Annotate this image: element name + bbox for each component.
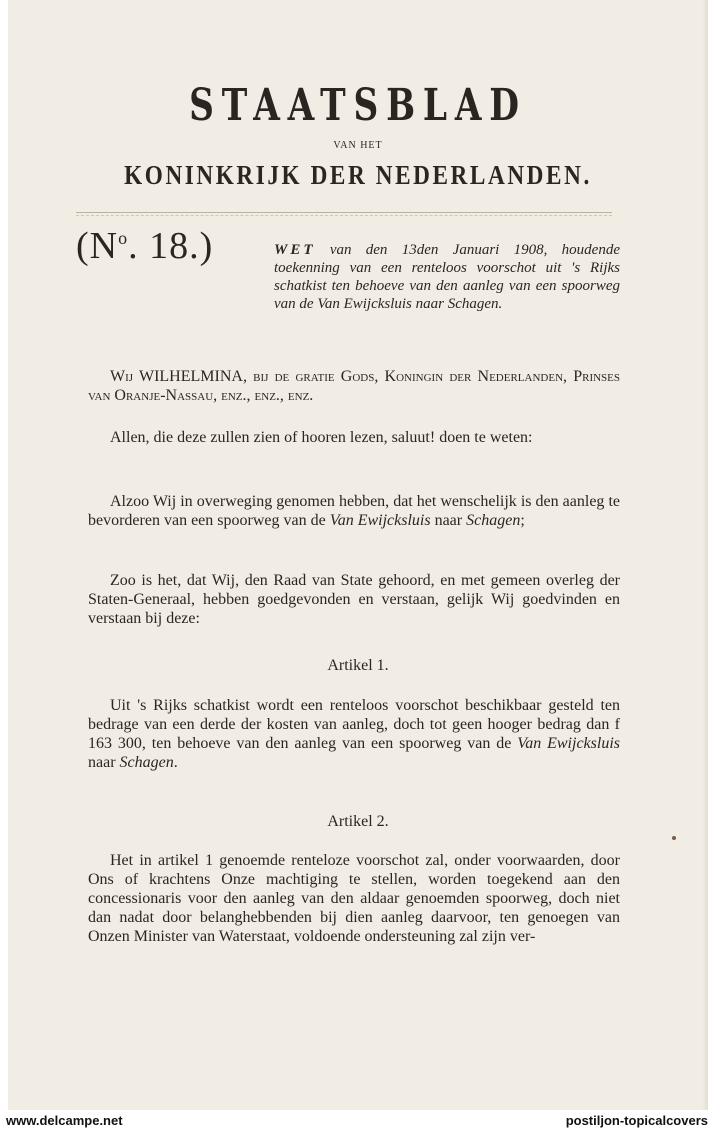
wet-label: WET bbox=[274, 242, 316, 258]
artikel1-heading: Artikel 1. bbox=[327, 657, 389, 674]
paragraph-zoo: Zoo is het, dat Wij, den Raad van State gehoord, en met gemeen overleg der Staten-Generaal, hebben goedgevonden en verstaan, gelijk Wij goedvinden en verstaan bij deze: bbox=[88, 572, 620, 627]
footer-right-url: postiljon-topicalcovers bbox=[565, 1113, 708, 1128]
header-rule bbox=[76, 212, 612, 213]
law-title bbox=[274, 241, 620, 313]
masthead-title: STAATSBLAD bbox=[189, 80, 527, 131]
paragraph-allen: Allen, die deze zullen zien of hooren lezen, saluut! doen te weten: bbox=[110, 429, 533, 446]
masthead-van-het: VAN HET bbox=[333, 140, 383, 151]
artikel1-text: Uit 's Rijks schatkist wordt een renteloos voorschot beschikbaar gesteld ten bedrage van een derde der kosten van aanleg, doch tot geen hooger bedrag dan f 163 300, ten behoeve van den aanleg van een spoorweg van de Van Ewijcksluis naar Schagen. bbox=[88, 697, 620, 771]
header-rule-dashed bbox=[76, 215, 612, 216]
artikel2-heading: Artikel 2. bbox=[327, 813, 389, 830]
law-number: ($N^o$. 18.) bbox=[76, 225, 214, 267]
preamble: Wij WILHELMINA, bij de gratie Gods, Koningin der Nederlanden, Prinses van Oranje-Nassau, enz., enz., enz. bbox=[88, 368, 621, 404]
law-title-text: van den 13den Januari 1908, houdende toekenning van een renteloos voorschot uit 's Rijks schatkist ten behoeve van den aanleg van een spoorweg van de Van Ewijcksluis naar Schagen. bbox=[274, 242, 620, 312]
masthead-kingdom: KONINKRIJK DER NEDERLANDEN. bbox=[124, 160, 592, 190]
footer-left-url: www.delcampe.net bbox=[6, 1113, 123, 1128]
document-page bbox=[8, 0, 708, 1110]
paragraph-alzoo: Alzoo Wij in overweging genomen hebben, dat het wenschelijk is den aanleg te bevorderen van een spoorweg van de Van Ewijcksluis naar Schagen; bbox=[88, 493, 620, 529]
artikel2-text: Het in artikel 1 genoemde renteloze voorschot zal, onder voorwaarden, door Ons of krachtens Onze machtiging te stellen, worden toegekend aan den concessionaris voor den aanleg van den aldaar genoemden spoorweg, doch niet dan nadat door belanghebbenden bij dien aanleg daarvoor, ten genoegen van Onzen Minister van Waterstaat, voldoende ondersteuning zal zijn ver- bbox=[88, 852, 620, 945]
paper-speck bbox=[672, 836, 676, 840]
